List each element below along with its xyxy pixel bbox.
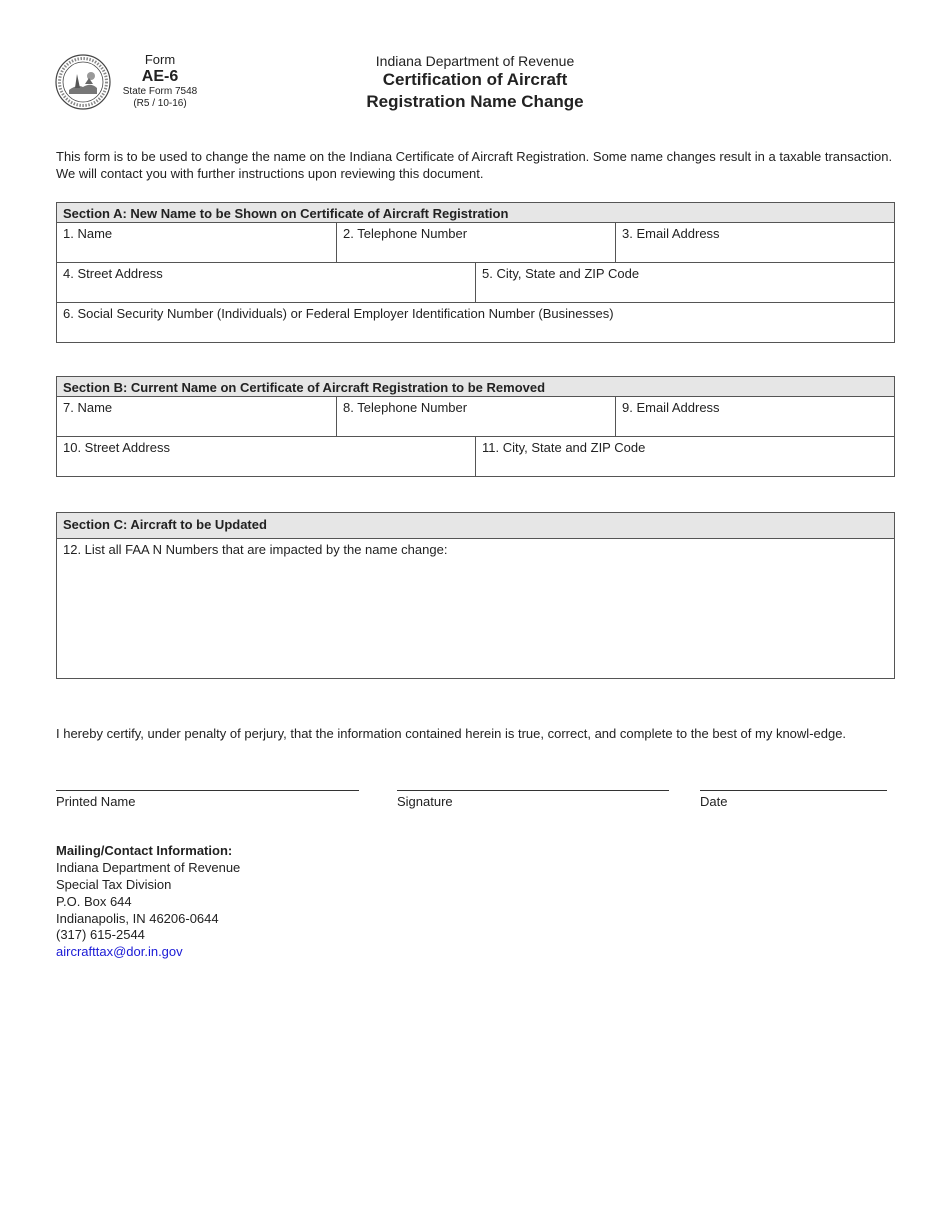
form-label: Form [144,52,176,67]
ssn-fein-field[interactable]: 6. Social Security Number (Individuals) or Federal Employer Identification Number (Businesses) [63,306,614,321]
contact-heading: Mailing/Contact Information: [56,843,233,858]
section-a [56,202,895,343]
contact-phone: (317) 615-2544 [56,927,145,943]
current-city-state-zip-field[interactable]: 11. City, State and ZIP Code [475,437,894,476]
current-telephone-field[interactable]: 8. Telephone Number [336,397,615,436]
signature-label: Signature [397,794,453,809]
signature-line[interactable] [397,790,669,791]
form-revision: (R5 / 10-16) [133,97,187,109]
indiana-state-seal-icon [55,54,111,110]
title-block [300,53,650,113]
department-name: Indiana Department of Revenue [375,53,575,69]
section-b-row-2 [57,436,894,476]
current-email-field[interactable]: 9. Email Address [615,397,894,436]
printed-name-line[interactable] [56,790,359,791]
form-title-line1: Certification of Aircraft [382,70,568,89]
current-street-address-field[interactable]: 10. Street Address [63,440,170,455]
section-a-row-2 [57,262,894,302]
contact-info [56,843,240,961]
certification-statement: I hereby certify, under penalty of perjury, that the information contained herein is true, correct, and complete to the best of my knowl-edge. [56,726,847,741]
section-b [56,376,895,477]
state-form-number: State Form 7548 [122,86,198,98]
contact-email-link[interactable]: aircrafttax@dor.in.gov [56,944,183,960]
new-street-address-field[interactable]: 4. Street Address [63,266,163,281]
date-label: Date [700,794,728,809]
section-b-heading: Section B: Current Name on Certificate of Aircraft Registration to be Removed [57,377,894,397]
date-line[interactable] [700,790,887,791]
intro-text: This form is to be used to change the name on the Indiana Certificate of Aircraft Registration. Some name changes result in a taxable transaction. We will contact you with further instructions upon reviewing this document. [56,149,893,181]
new-name-field[interactable]: 1. Name [63,226,113,241]
section-b-row-1 [57,397,894,436]
faa-n-numbers-field[interactable]: 12. List all FAA N Numbers that are impacted by the name change: [63,542,448,557]
current-name-field[interactable]: 7. Name [63,400,113,415]
contact-line-3: P.O. Box 644 [56,893,132,909]
printed-name-label: Printed Name [56,794,136,809]
section-a-row-1 [57,223,894,262]
contact-line-1: Indiana Department of Revenue [56,859,241,875]
section-a-row-3 [57,302,894,342]
new-city-state-zip-field[interactable]: 5. City, State and ZIP Code [475,263,894,302]
section-c-heading: Section C: Aircraft to be Updated [57,513,894,539]
contact-line-2: Special Tax Division [56,876,172,892]
new-email-field[interactable]: 3. Email Address [615,223,894,262]
new-telephone-field[interactable]: 2. Telephone Number [336,223,615,262]
section-a-heading: Section A: New Name to be Shown on Certificate of Aircraft Registration [57,203,894,223]
contact-line-4: Indianapolis, IN 46206-0644 [56,910,219,926]
section-c [56,512,895,679]
form-id-block [112,53,208,109]
form-number: AE-6 [141,67,179,85]
form-title-line2: Registration Name Change [366,92,584,112]
